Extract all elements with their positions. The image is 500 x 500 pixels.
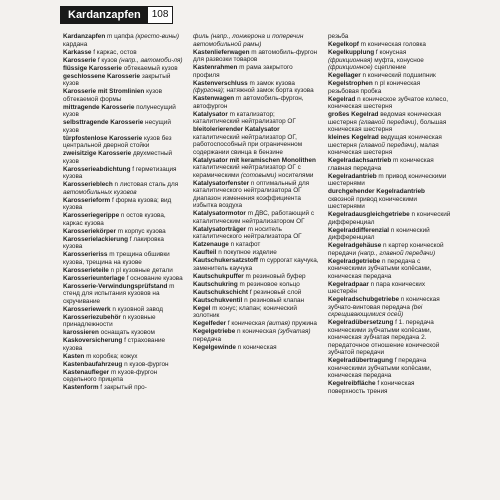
entry-translation: n покупное изделие	[216, 249, 277, 256]
entry-headword: Karosserieunterlage	[63, 274, 125, 282]
entry-headword: Kastenverschluss	[193, 79, 248, 87]
entry-translation: f кузов	[96, 56, 120, 64]
entry-translation: m рама закрытого профиля	[193, 64, 293, 79]
entry-translation: n передача с коническими зубчатыми колёсами, коническая передача	[328, 257, 432, 280]
entry-translation: m коническая главная передача	[328, 157, 434, 172]
entry-headword: Kaskoversicherung	[63, 337, 123, 344]
entry-note: (зубчатая)	[277, 328, 311, 335]
dictionary-entry	[328, 319, 452, 357]
entry-headword: durchgehender Kegelradantrieb	[328, 188, 425, 195]
entry-headword: mittragende Karosserie	[63, 103, 135, 111]
entry-translation: n коническая зубчато-винтовая передача	[328, 296, 440, 311]
entry-headword: Kardanzapfen	[63, 33, 106, 40]
dictionary-entry	[328, 227, 452, 242]
entry-headword: Kasten	[63, 352, 85, 360]
entry-translation: двухместный кузов	[63, 150, 173, 165]
entry-headword: Katalysator mit keramischen Monolithen	[193, 156, 316, 164]
entry-translation: ведущая коническая шестерня	[328, 134, 442, 149]
entry-translation: n pl кузовные детали	[108, 266, 173, 274]
entry-translation: m трещина обшивки кузова, трещина на кузове	[63, 251, 170, 266]
entry-note: (фрикционная)	[328, 56, 373, 64]
entry-headword: Kautschukschicht	[193, 288, 249, 296]
entry-headword: Kegellager	[328, 72, 361, 79]
dictionary-entry	[63, 181, 184, 196]
entry-note: (главной передачи)	[358, 141, 417, 149]
column-2	[193, 33, 320, 352]
entry-headword: Kegelgewinde	[193, 343, 236, 351]
entry-headword: Kegelstrophen	[328, 80, 373, 87]
entry-translation: ; натяжной замок борта кузова	[222, 87, 314, 94]
entry-headword: zweisitzige Karosserie	[63, 150, 132, 157]
dictionary-entry	[63, 236, 184, 251]
dictionary-entry	[193, 344, 320, 352]
dictionary-entry	[63, 283, 184, 306]
entry-note: (кресто-вины)	[135, 33, 179, 40]
entry-headword: Kegelradachsantrieb	[328, 157, 392, 164]
entry-translation: m стенд для испытания кузовов на скручивание	[63, 282, 175, 305]
entry-headword: bleitolerierender Katalysator	[193, 126, 280, 133]
entry-headword: Karosseriegerippe	[63, 212, 120, 219]
entry-translation: m замок кузова	[247, 79, 295, 87]
entry-headword: Katalysatorträger	[193, 225, 246, 233]
entry-note: (напр., главной передачи)	[357, 249, 436, 257]
entry-translation: n резиновый клапан	[242, 296, 305, 304]
entry-headword: türpfostenlose Karosserie	[63, 134, 143, 142]
entry-translation: f резиновый слой	[248, 288, 302, 296]
dictionary-entry	[193, 33, 320, 48]
dictionary-entry	[328, 380, 452, 395]
dictionary-entry	[328, 134, 452, 157]
entry-note: (bei скрещивающимися осей)	[328, 303, 423, 318]
entry-translation: n оптимальный для каталитического нейтрализатора ОГ диапазон изменения коэффициента избытка воздуха	[193, 179, 310, 209]
entry-translation: кузов без центральной дверной стойки	[63, 134, 172, 149]
dictionary-entry	[328, 80, 452, 95]
entry-headword: Kastenaufleger	[63, 368, 110, 376]
entry-note: (витая)	[266, 320, 291, 327]
dictionary-entry	[63, 251, 184, 266]
entry-headword: Kautschukring	[193, 280, 238, 288]
dictionary-entry	[63, 104, 184, 119]
entry-headword: karossieren	[63, 329, 99, 336]
dictionary-entry	[193, 126, 320, 156]
entry-headword: Karosserie mit Stromlinien	[63, 88, 145, 95]
dictionary-entry	[328, 357, 452, 380]
entry-translation: f основание кузова	[124, 274, 183, 282]
dictionary-entry	[193, 273, 320, 281]
entry-translation: m коробка; кожух	[84, 352, 138, 360]
entry-translation: n катафот	[228, 241, 261, 248]
entry-translation: кузов обтекаемой формы	[63, 88, 162, 103]
entry-translation: носителями	[276, 171, 314, 179]
entry-translation: передача	[193, 335, 222, 343]
entry-translation: m корпус кузова	[115, 227, 166, 235]
dictionary-entry	[63, 361, 184, 369]
entry-headword: Kegelreibfläche	[328, 380, 376, 387]
entry-translation: n кузов-фургон	[122, 360, 169, 368]
dictionary-entry	[193, 111, 320, 126]
entry-translation: пружина	[290, 320, 317, 327]
entry-headword: Kegel	[193, 304, 211, 312]
entry-headword: Karosserieriss	[63, 251, 108, 258]
dictionary-entry	[63, 57, 184, 65]
entry-translation: сцепление	[372, 64, 407, 71]
entry-translation: f закрытый про-	[98, 384, 147, 391]
entry-translation: n остов кузова, каркас кузова	[63, 212, 166, 227]
dictionary-entry	[63, 197, 184, 212]
entry-translation: закрытый кузов	[63, 72, 171, 87]
entry-headword: Kaufteil	[193, 249, 217, 256]
running-head-title: Kardanzapfen	[61, 7, 148, 23]
entry-translation: n пара конических шестерён	[328, 280, 426, 295]
dictionary-entry	[193, 281, 320, 289]
dictionary-entry	[63, 33, 184, 48]
entry-translation: n листовая сталь для	[112, 181, 179, 188]
entry-translation: m цапфа	[105, 33, 136, 40]
entry-translation: n кузовной завод	[110, 305, 163, 313]
entry-translation: резьба	[328, 33, 349, 40]
entry-translation: m резиновое кольцо	[237, 280, 300, 288]
dictionary-entry	[328, 111, 452, 134]
entry-headword: Katalysator	[193, 110, 228, 118]
dictionary-entry	[63, 329, 184, 337]
entry-headword: Kastenbaufahrzeug	[63, 360, 123, 368]
entry-headword: kleines Kegelrad	[328, 134, 379, 141]
entry-translation: оснащать кузовом	[98, 329, 155, 336]
dictionary-entry	[63, 65, 184, 73]
dictionary-entry	[193, 210, 320, 225]
dictionary-entry	[63, 337, 184, 352]
entry-headword: Katzenauge	[193, 241, 229, 248]
entry-translation: каталитический нейтрализатор ОГ, работоспособный при ограниченном содержании свинца в бензине	[193, 133, 303, 156]
entry-headword: Kastenwagen	[193, 95, 235, 102]
entry-translation: m ДВС, работающий с каталитическим нейтрализатором ОГ	[193, 210, 315, 225]
dictionary-entry	[193, 180, 320, 210]
entry-translation: f конусная	[374, 49, 407, 56]
entry-translation: обтекаемый кузов	[121, 64, 178, 72]
entry-translation: m кузов-фургон седельного прицепа	[63, 368, 158, 383]
entry-headword: Karosserieteile	[63, 266, 109, 274]
entry-headword: Kautschukpuffer	[193, 272, 244, 280]
entry-translation: m коническая головка	[358, 41, 426, 48]
entry-headword: Karosserie-Verwindungsprüfstand	[63, 282, 168, 290]
entry-translation: , большая коническая шестерня	[328, 118, 447, 133]
page-header	[0, 0, 500, 28]
dictionary-entry	[63, 73, 184, 88]
entry-translation: полунесущий кузов	[63, 103, 176, 118]
entry-headword: Kegelradschubgetriebe	[328, 296, 400, 303]
dictionary-entry	[193, 289, 320, 297]
entry-headword: Karosseriekörper	[63, 227, 116, 235]
entry-headword: Kegelradgehäuse	[328, 242, 382, 249]
entry-headword: geschlossene Karosserie	[63, 72, 141, 80]
dictionary-entry	[63, 135, 184, 150]
entry-translation: n картер конической передачи	[328, 242, 444, 257]
entry-headword: Kegelradübertragung	[328, 357, 393, 364]
entry-headword: Kegelradgetriebe	[328, 257, 381, 265]
dictionary-entry	[328, 33, 452, 41]
entry-translation: f лакировка кузова	[63, 235, 164, 250]
entry-translation: f герметизация кузова	[63, 165, 177, 180]
column-1	[63, 33, 184, 392]
entry-note: филь (напр., лонжерона и поперечин автомобильной рамы)	[193, 33, 304, 48]
column-3	[328, 33, 452, 396]
entry-translation: f передача коническими зубчатыми колёсами, коническая передача	[328, 357, 432, 379]
dictionary-entry	[63, 314, 184, 329]
entry-translation: сквозной привод коническими шестернями	[328, 195, 417, 210]
entry-headword: flüssige Karosserie	[63, 64, 122, 72]
entry-translation: m автомобиль-фургон для развозки товаров	[193, 48, 318, 63]
entry-translation: f страхование кузова	[63, 337, 166, 352]
dictionary-entry	[193, 257, 320, 272]
entry-headword: Kautschukventil	[193, 296, 243, 304]
entry-headword: Kastenrahmen	[193, 64, 238, 71]
entry-headword: Kegelradausgleichgetriebe	[328, 211, 410, 218]
entry-headword: Karosserieblech	[63, 181, 113, 188]
entry-headword: Kegelradantrieb	[328, 172, 377, 180]
entry-translation: n коническая	[235, 343, 277, 351]
entry-translation: каталитический нейтрализатор ОГ с керамическими	[193, 164, 301, 179]
dictionary-entry	[63, 119, 184, 134]
entry-translation: m конус; клапан; конический золотник	[193, 304, 297, 319]
entry-headword: Karosseriezubehör	[63, 313, 121, 321]
dictionary-entry	[63, 369, 184, 384]
entry-headword: Kegelradübersetzung	[328, 319, 394, 326]
entry-note: (фрикционное)	[328, 64, 373, 71]
entry-translation: m автомобиль-фургон, автофургон	[193, 95, 304, 110]
entry-headword: Katalysatormotor	[193, 210, 246, 217]
dictionary-entry	[63, 267, 184, 275]
entry-translation: n кузовные принадлежности	[63, 313, 156, 328]
dictionary-entry	[328, 41, 452, 49]
entry-headword: Kegelkupplung	[328, 49, 375, 56]
dictionary-entry	[193, 241, 320, 249]
dictionary-entry	[328, 157, 452, 172]
dictionary-entry	[193, 64, 320, 79]
entry-translation: , малая коническая шестерня	[328, 141, 439, 156]
entry-translation: m привод коническими шестернями	[328, 172, 447, 187]
entry-translation: несущий кузов	[63, 119, 171, 134]
entry-headword: Karosserieabdichtung	[63, 165, 131, 173]
page-number: 108	[148, 7, 173, 23]
dictionary-entry	[63, 275, 184, 283]
dictionary-entry	[193, 320, 320, 328]
dictionary-entry	[193, 157, 320, 180]
entry-headword: Kegelraddifferenzial	[328, 226, 390, 234]
dictionary-entry	[328, 173, 452, 188]
dictionary-entry	[63, 166, 184, 181]
dictionary-entry	[193, 95, 320, 110]
entry-translation: m носитель каталитического нейтрализатора ОГ	[193, 225, 302, 240]
entry-translation: ведомая коническая шестерня	[328, 111, 441, 126]
entry-headword: Karosserieform	[63, 196, 111, 204]
entry-translation: n конический дифференциал	[328, 211, 451, 226]
entry-headword: Kegelgetriebe	[193, 328, 236, 335]
entry-translation: n конический дифференциал	[328, 226, 430, 241]
dictionary-entry	[328, 49, 452, 72]
entry-headword: selbsttragende Karosserie	[63, 119, 144, 126]
dictionary-entry	[193, 305, 320, 320]
dictionary-entry	[328, 72, 452, 80]
entry-translation: f каркас, остов	[91, 48, 137, 56]
entry-headword: Karosseriewerk	[63, 305, 111, 313]
dictionary-entry	[193, 249, 320, 257]
entry-headword: Kegelrad	[328, 95, 356, 103]
entry-translation: m суррогат каучука, заменитель каучука	[193, 257, 319, 272]
dictionary-entry	[63, 212, 184, 227]
entry-headword: Kastenlieferwagen	[193, 48, 250, 56]
entry-translation: n pl коническая резьбовая пробка	[328, 80, 421, 95]
entry-note: (главной передачи)	[358, 118, 417, 126]
entry-note: (фургона)	[193, 87, 223, 94]
dictionary-entry	[63, 228, 184, 236]
entry-translation: f 1. передача коническими зубчатыми колёсами, коническая зубчатая передача 2. передаточное отношение конической зубчатой передачи	[328, 319, 440, 356]
entry-translation: f коническая поверхность трения	[328, 380, 415, 395]
dictionary-entry	[63, 49, 184, 57]
entry-headword: Karkasse	[63, 48, 92, 56]
dictionary-entry	[328, 96, 452, 111]
dictionary-entry	[193, 49, 320, 64]
entry-translation: m катализатор; каталитический нейтрализатор ОГ	[193, 110, 296, 125]
entry-translation: n коническая	[235, 328, 278, 335]
dictionary-entry	[63, 306, 184, 314]
dictionary-entry	[63, 353, 184, 361]
dictionary-entry	[63, 384, 184, 392]
entry-note: (сотовыми)	[240, 171, 277, 179]
entry-headword: Karosserielackierung	[63, 235, 129, 243]
entry-translation: кардана	[63, 40, 88, 48]
running-head	[60, 6, 173, 24]
dictionary-entry	[63, 88, 184, 103]
entry-headword: Kegelkopf	[328, 41, 359, 48]
entry-note: (напр., автомоби-ля)	[119, 56, 183, 64]
entry-translation: f форма кузова; вид кузова	[63, 196, 172, 211]
entry-translation: n коническое зубчатое колесо, коническая шестерня	[328, 95, 449, 110]
entry-translation: m резиновый буфер	[243, 272, 306, 280]
entry-translation: f коническая	[226, 320, 267, 327]
dictionary-entry	[193, 226, 320, 241]
dictionary-entry	[328, 281, 452, 296]
dictionary-entry	[193, 328, 320, 343]
dictionary-entry	[63, 150, 184, 165]
entry-headword: Kegelradpaar	[328, 280, 369, 288]
dictionary-entry	[193, 297, 320, 305]
entry-headword: Karosserie	[63, 56, 97, 64]
dictionary-entry	[193, 80, 320, 95]
entry-headword: Katalysatorfenster	[193, 179, 250, 187]
dictionary-entry	[328, 211, 452, 226]
entry-note: автомобильных кузовов	[63, 188, 137, 196]
entry-headword: großes Kegelrad	[328, 111, 379, 118]
entry-headword: Kegelfeder	[193, 320, 227, 327]
entry-translation: муфта, конусное	[372, 56, 424, 64]
entry-headword: Kastenform	[63, 384, 99, 391]
dictionary-entry	[328, 296, 452, 319]
dictionary-entry	[328, 242, 452, 257]
entry-translation: n конический подшипник	[360, 72, 436, 79]
entry-headword: Kautschukersatzstoff	[193, 257, 258, 264]
dictionary-entry	[328, 258, 452, 281]
dictionary-entry	[328, 188, 452, 211]
